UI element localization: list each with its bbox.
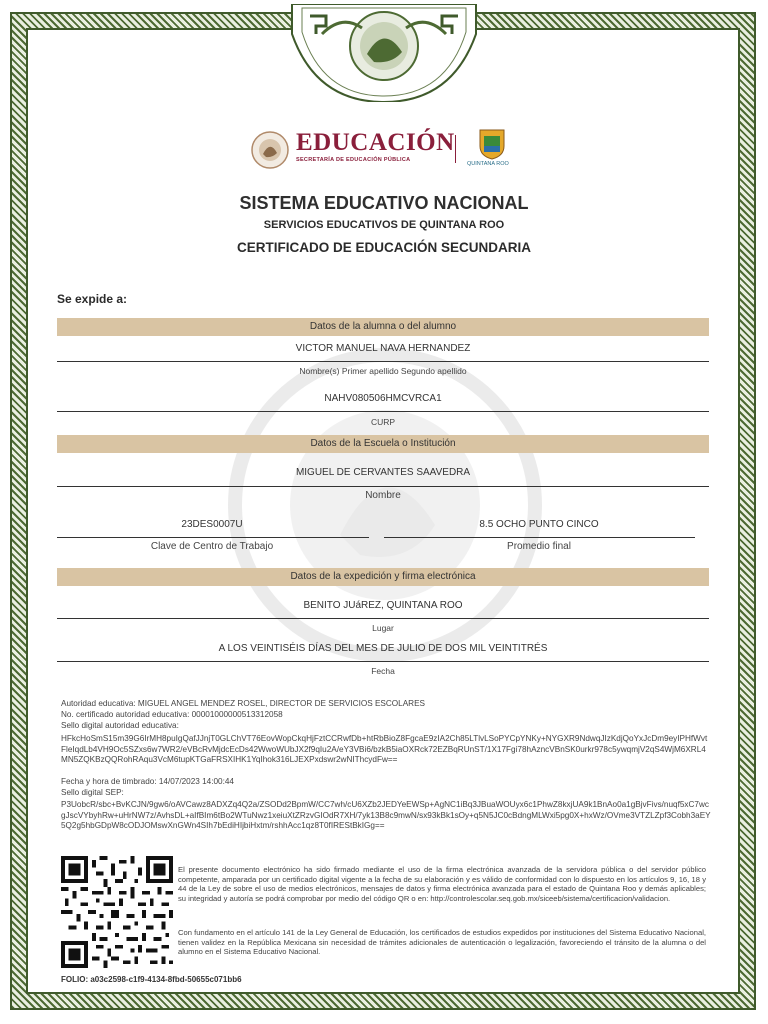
issuance-section-header: Datos de la expedición y firma electrónica <box>57 568 709 586</box>
services-subtitle: SERVICIOS EDUCATIVOS DE QUINTANA ROO <box>263 219 505 231</box>
legal-paragraph-1: El presente documento electrónico ha sido firmado mediante el uso de la firma electrónica avanzada de la servidora pública o del servidor público competente, amparada por un certificado digital vigente a la fecha de su elaboración y es válido de conformidad con lo dispuesto en los artículos 9, 16, 18 y 44 de la Ley de sobre el uso de medios electrónicos, mensajes de datos y firma electrónica avanzada para el estado de Quintana Roo y demás aplicables; su integridad y autoría se podrá comprobar por medio del código QR o en: http://controlescolar.seq.gob.mx/siceeb/sistema/certificacion/validacion. <box>178 865 706 903</box>
divider <box>57 411 709 412</box>
date-label: Fecha <box>371 666 395 676</box>
legal-paragraph-2: Con fundamento en el artículo 141 de la Ley General de Educación, los certificados de estudios expedidos por instituciones del Sistema Educativo Nacional, tienen validez en la República Mexicana sin necesidad de trámites adicionales de autenticación o legalización, favoreciendo el tránsito de la alumna o del alumno en el Sistema Educativo Nacional. <box>178 928 706 957</box>
curp-label: CURP <box>370 417 396 427</box>
student-name: VICTOR MANUEL NAVA HERNANDEZ <box>295 343 471 354</box>
certificate-title: CERTIFICADO DE EDUCACIÓN SECUNDARIA <box>236 240 531 255</box>
average-label: Promedio final <box>507 541 571 552</box>
sep-logo-subtext: SECRETARÍA DE EDUCACIÓN PÚBLICA <box>296 157 411 163</box>
divider <box>57 618 709 619</box>
student-curp: NAHV080506HMCVRCA1 <box>324 393 442 404</box>
divider <box>57 661 709 662</box>
issuance-date: A LOS VEINTISÉIS DÍAS DEL MES DE JULIO DE DOS MIL VEINTITRÉS <box>218 643 548 654</box>
quintana-roo-shield-icon <box>478 128 506 160</box>
national-crest-icon <box>262 4 506 102</box>
school-cct: 23DES0007U <box>181 519 243 530</box>
school-section-header: Datos de la Escuela o Institución <box>57 435 709 453</box>
final-average: 8.5 OCHO PUNTO CINCO <box>479 519 599 530</box>
timestamp: Fecha y hora de timbrado: 14/07/2023 14:00:44 <box>61 777 234 786</box>
school-name-label: Nombre <box>365 490 401 501</box>
authority-seal-value: HFkcHoSmS15m39G6IrMH8puIgQafJJnjT0GLChVT76EovWopCkqHjFztCCRwfDb+htRbBioZ8FgcaE9zIA2Ch85LTlvLSoPYCpYNKy+NYGXR9NdwqJIzKdjQoYxJcDm9eyIPHfWvtFleIqdLb4VH9Oc5SZxs6w7WR2/eVBcRvMjdcEcDs42WwoWUbJX2f9qIu2A/eY3VBi6/bzkB5iaOXRck72EZBqRUnST/1X17Fgi78hAzncVBnSK0urkr978c5ywqmjV2qS4WjM6XRL4MN5ZQKBzQQRohRAqu3VcM6tupKTGaFRSXIHK1YqIhok316LJEXPxdswr2wNIThcydFw== <box>61 734 708 764</box>
issued-to-label: Se expide a: <box>57 292 128 306</box>
system-title: SISTEMA EDUCATIVO NACIONAL <box>239 193 529 213</box>
sep-seal-label: Sello digital SEP: <box>61 788 124 797</box>
divider <box>57 486 709 487</box>
folio-number: FOLIO: a03c2598-c1f9-4134-8fbd-50655c071bb6 <box>61 975 242 984</box>
student-section-header: Datos de la alumna o del alumno <box>57 318 709 336</box>
education-logo-text: EDUCACIÓN <box>296 129 455 156</box>
certificate-number: No. certificado autoridad educativa: 00001000000513312058 <box>61 710 283 719</box>
logo-divider <box>455 135 456 163</box>
sep-seal-value: P3UobcR/sbc+BvKCJN/9gw6/oAVCawz8ADXZq4Q2a/ZSODd2BpmW/CC7wh/cU6XZb2JEDYeEWSp+AgNC1iBq3JBuaWOUyx6c1PhwZ8kxjUA9k1BnAo0a1gBjvFivs/nuqf5xC7wcgJscVYbyhRw+uHrNW7z/AvhsDL+aIfBIm6tBo2WTuNwz1xeiuXtZRzvGIOdR7XH/7yk13B8c9mwN/sx93kBk1sOy+q5N5JC0cBdngMLWxi5pg0X+hxWz/OVme3VTZLZpf3Cobh3aEY5Q2g5hbGDpW8cODJOMswXnGWn4SIh7bEdiHIjbiHxtm/rshhAcc1qz8T0fIREStBkIGg== <box>61 800 711 830</box>
divider <box>384 537 695 538</box>
cct-label: Clave de Centro de Trabajo <box>150 541 274 552</box>
issuance-place: BENITO JUáREZ, QUINTANA ROO <box>303 600 463 611</box>
school-name: MIGUEL DE CERVANTES SAAVEDRA <box>295 467 471 478</box>
sep-seal-icon <box>250 130 290 170</box>
student-name-label: Nombre(s) Primer apellido Segundo apellido <box>299 366 467 376</box>
state-logo-text: QUINTANA ROO <box>467 161 509 167</box>
seal-label: Sello digital autoridad educativa: <box>61 721 179 730</box>
qr-code-icon <box>61 856 173 968</box>
authority-text: Autoridad educativa: MIGUEL ANGEL MENDEZ ROSEL, DIRECTOR DE SERVICIOS ESCOLARES <box>61 699 426 708</box>
divider <box>57 361 709 362</box>
divider <box>57 537 369 538</box>
place-label: Lugar <box>372 623 394 633</box>
